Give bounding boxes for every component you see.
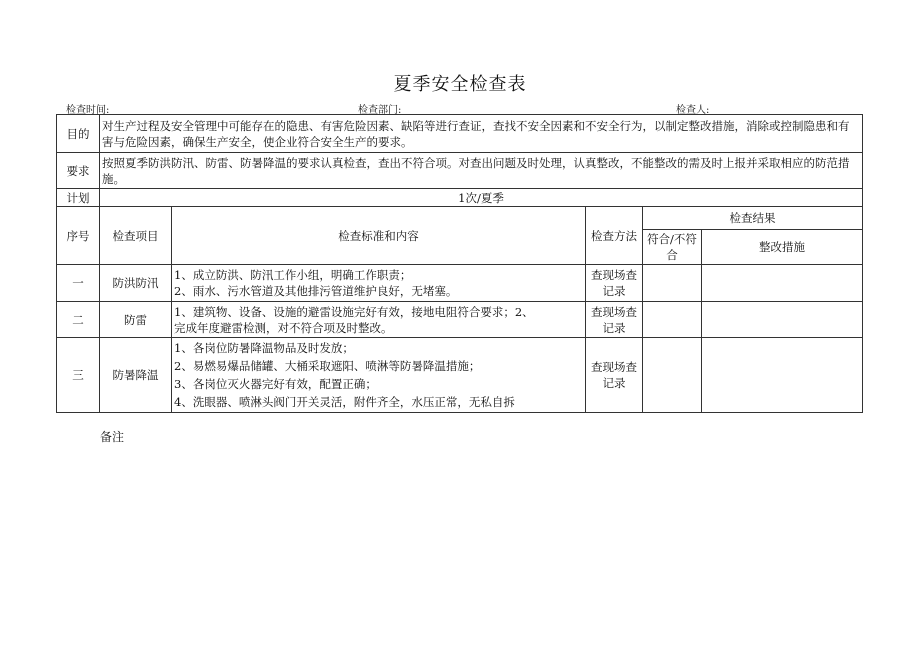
header-standard: 检查标准和内容 [172,207,586,265]
item-name: 防雷 [100,302,172,338]
standard-line: 2、雨水、污水管道及其他排污管道维护良好，无堵塞。 [174,284,458,298]
purpose-text: 对生产过程及安全管理中可能存在的隐患、有害危险因素、缺陷等进行查证，查找不安全因素和不安全行为，以制定整改措施，消除或控制隐患和有害与危险因素，确保生产安全，使企业符合安全生产的要求。 [100,115,863,153]
purpose-label: 目的 [57,115,100,153]
item-name: 防洪防汛 [100,265,172,302]
requirement-label: 要求 [57,153,100,189]
plan-row [57,189,863,207]
item-rectify [702,302,863,338]
page-title: 夏季安全检查表 [393,74,527,95]
item-seq: 三 [57,338,100,413]
standard-line: 1、建筑物、设备、设施的避雷设施完好有效，接地电阻符合要求；2、 [174,304,534,319]
purpose-row [57,115,863,153]
header-seq: 序号 [57,207,100,265]
header-result: 检查结果 [643,207,863,230]
standard-line: 1、成立防洪、防汛工作小组，明确工作职责； [174,268,412,282]
header-conform: 符合/不符合 [643,230,702,265]
inspection-table [56,114,863,413]
item-standard [172,265,586,302]
table-row [57,338,863,413]
table-row [57,302,863,338]
item-method: 查现场查记录 [586,338,643,413]
standard-line: 1、各岗位防暑降温物品及时发放； [174,341,354,355]
plan-label: 计划 [57,189,100,207]
item-seq: 一 [57,265,100,302]
inspection-time-label: 检查时间: [66,105,110,116]
standard-line: 3、各岗位灭火器完好有效，配置正确； [174,377,377,391]
item-name: 防暑降温 [100,338,172,413]
item-rectify [702,265,863,302]
standard-line: 4、洗眼器、喷淋头阀门开关灵活，附件齐全，水压正常，无私自拆 [174,395,515,409]
inspection-department-label: 检查部门: [358,105,402,116]
item-conform [643,338,702,413]
header-rectify: 整改措施 [702,230,863,265]
item-method: 查现场查记录 [586,302,643,338]
requirement-row [57,153,863,189]
table-row [57,265,863,302]
remark-label: 备注 [100,430,125,444]
item-rectify [702,338,863,413]
header-row [57,207,863,230]
requirement-text: 按照夏季防洪防汛、防雷、防暑降温的要求认真检查，查出不符合项。对查出问题及时处理，认真整改，不能整改的需及时上报并采取相应的防范措施。 [100,153,863,189]
item-standard [172,338,586,413]
item-seq: 二 [57,302,100,338]
plan-text: 1次/夏季 [100,189,863,207]
item-standard [172,302,586,338]
item-conform [643,302,702,338]
inspector-label: 检查人: [676,105,710,116]
item-method: 查现场查记录 [586,265,643,302]
header-method: 检查方法 [586,207,643,265]
standard-line: 完成年度避雷检测，对不符合项及时整改。 [174,320,393,335]
item-conform [643,265,702,302]
standard-line: 2、易燃易爆品储罐、大桶采取遮阳、喷淋等防暑降温措施； [174,359,481,373]
header-item: 检查项目 [100,207,172,265]
